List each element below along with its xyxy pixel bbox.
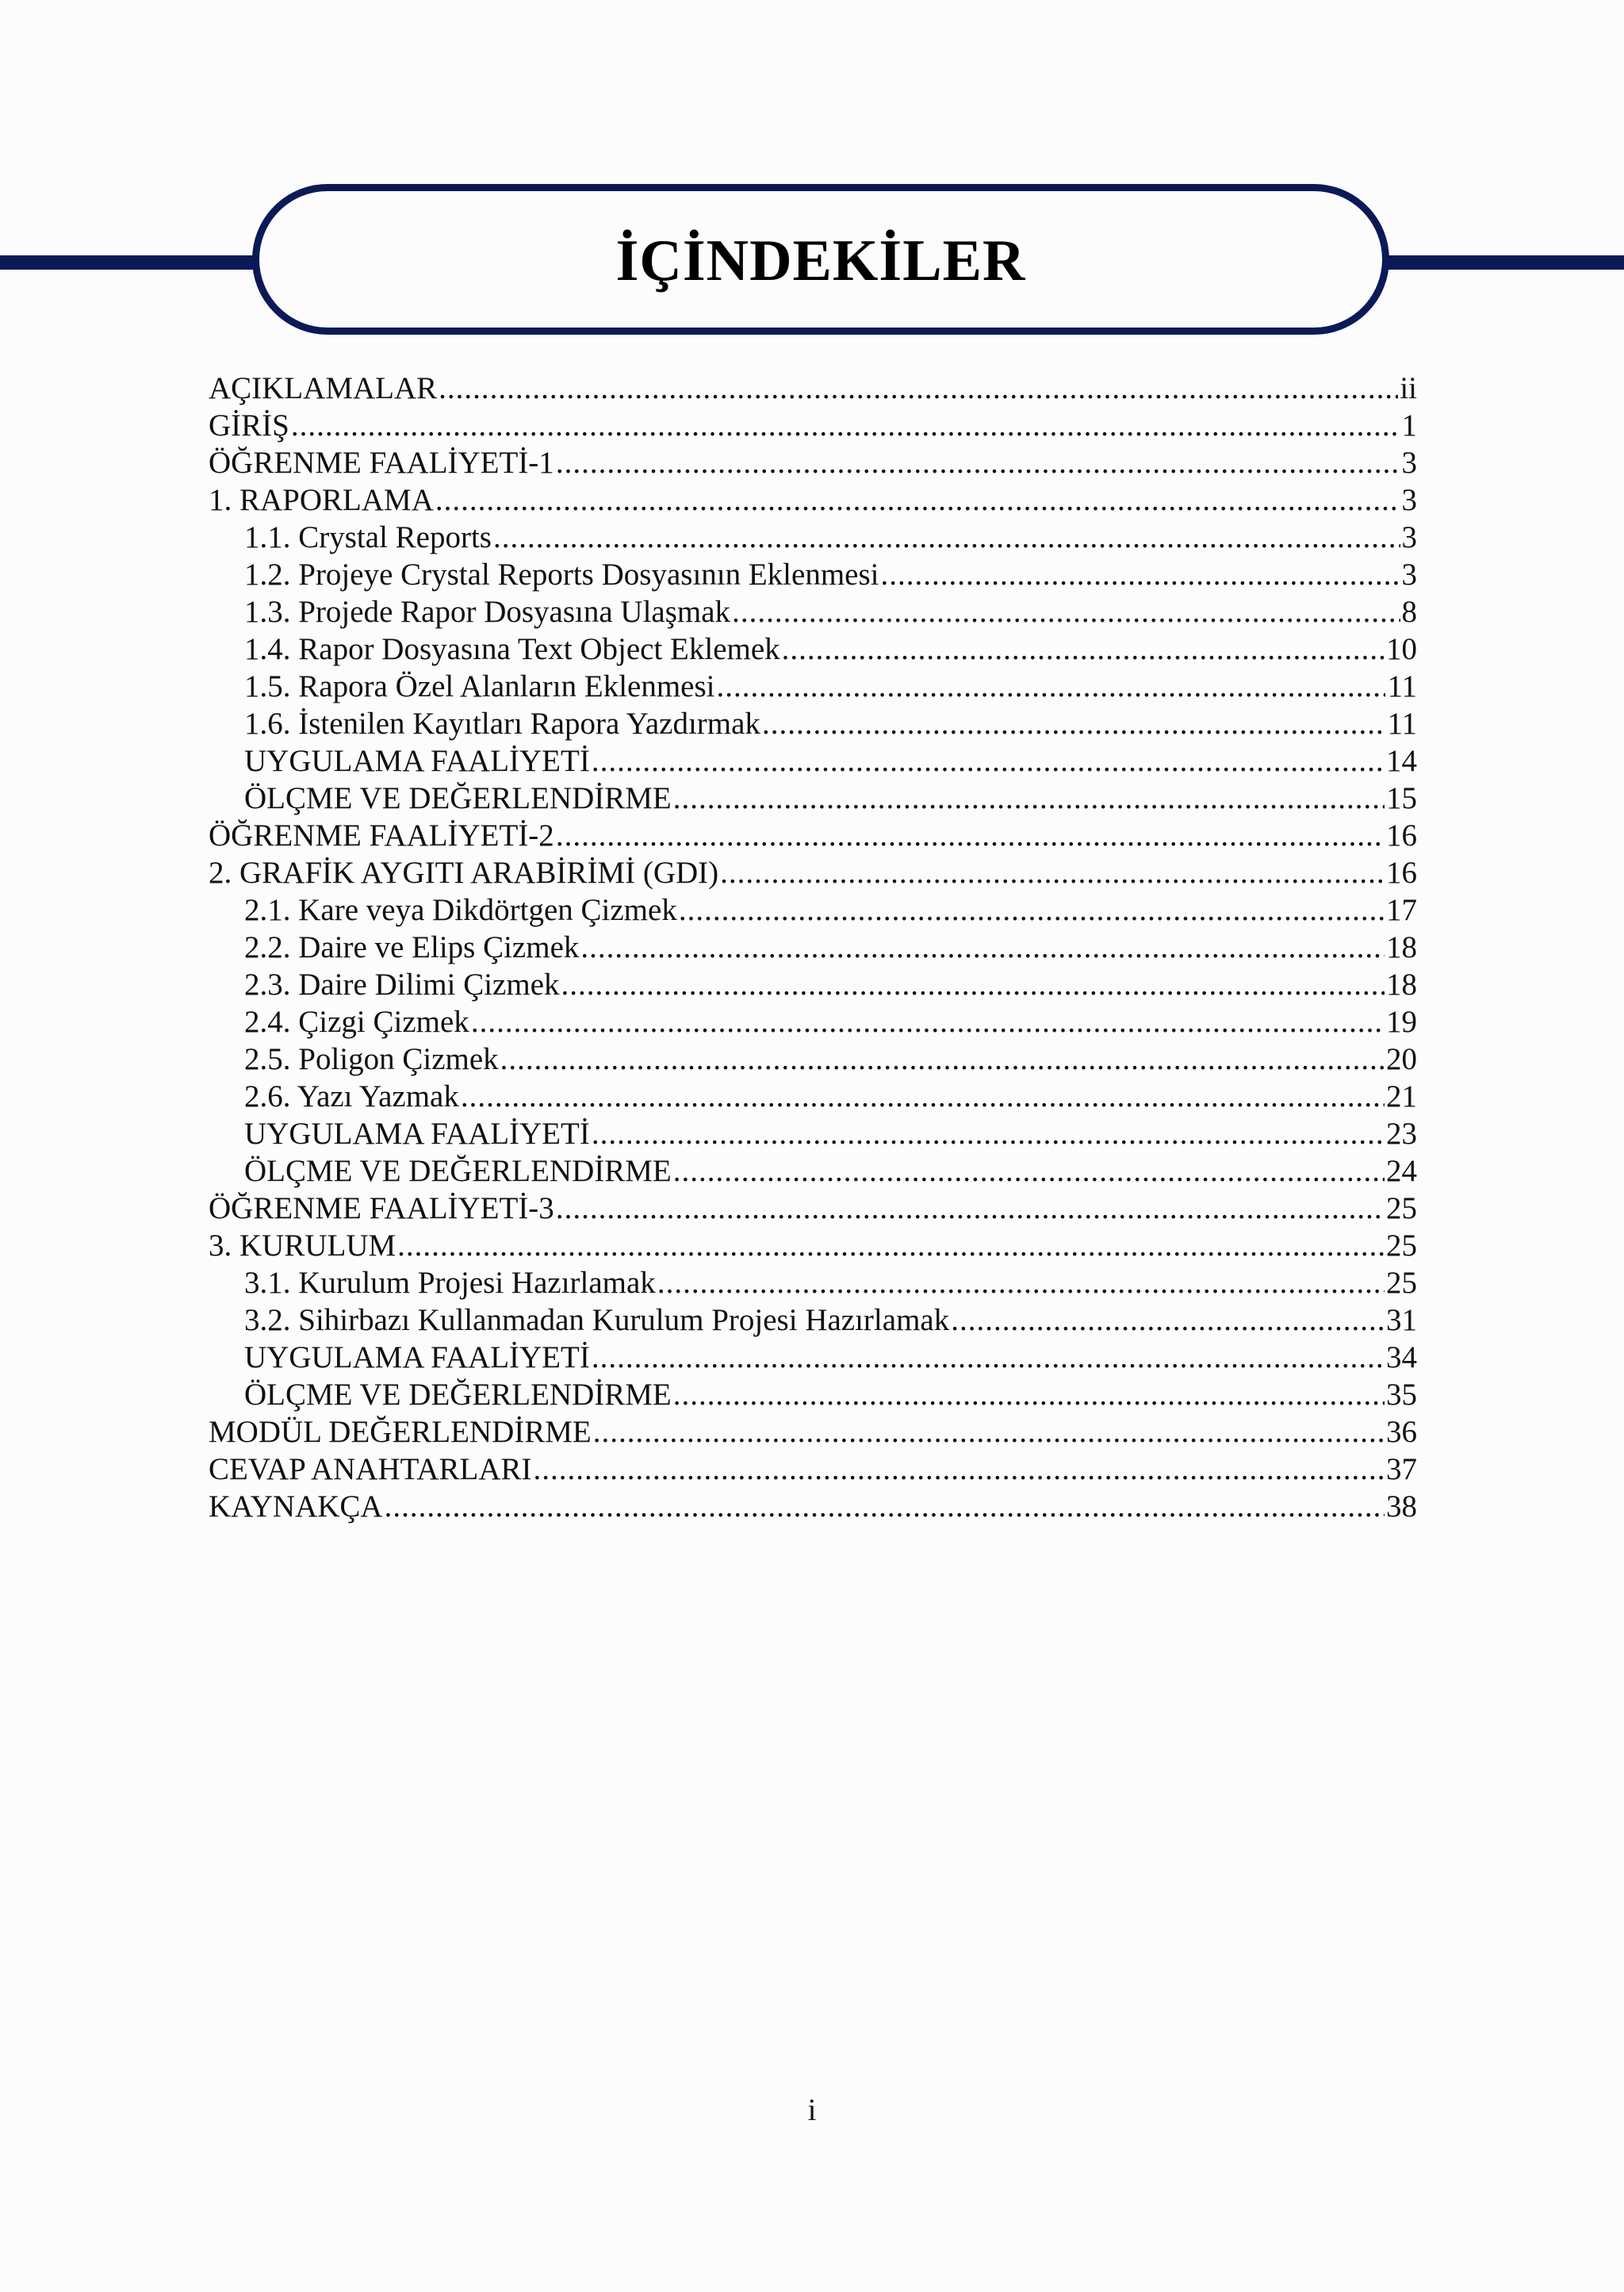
toc-entry[interactable]	[209, 742, 1417, 780]
toc-entry-label: ÖLÇME VE DEĞERLENDİRME	[244, 1378, 672, 1412]
toc-entry[interactable]	[209, 444, 1417, 481]
toc-leader-dots	[534, 1451, 1385, 1488]
toc-entry-page: 16	[1386, 818, 1417, 853]
toc-entry[interactable]	[209, 817, 1417, 854]
toc-entry-label: UYGULAMA FAALİYETİ	[244, 1117, 590, 1151]
toc-leader-dots	[717, 668, 1386, 705]
toc-leader-dots	[720, 854, 1385, 891]
toc-entry[interactable]	[209, 1264, 1417, 1301]
toc-leader-dots	[592, 742, 1385, 780]
toc-entry-page: 3	[1401, 520, 1417, 554]
toc-entry-label: ÖĞRENME FAALİYETİ-3	[209, 1191, 554, 1225]
toc-entry-page: 38	[1386, 1489, 1417, 1524]
toc-entry-page: 16	[1386, 856, 1417, 890]
toc-leader-dots	[556, 817, 1385, 854]
toc-entry-label: 2.6. Yazı Yazmak	[244, 1079, 459, 1113]
toc-leader-dots	[461, 1078, 1385, 1115]
toc-leader-dots	[435, 481, 1400, 519]
toc-leader-dots	[762, 705, 1386, 742]
toc-entry[interactable]	[209, 891, 1417, 929]
toc-leader-dots	[291, 407, 1400, 444]
toc-leader-dots	[471, 1003, 1385, 1041]
page-number: i	[807, 2093, 817, 2127]
toc-entry-label: 2.1. Kare veya Dikdörtgen Çizmek	[244, 893, 677, 927]
toc-leader-dots	[385, 1488, 1385, 1525]
toc-leader-dots	[500, 1041, 1385, 1078]
toc-leader-dots	[673, 780, 1385, 817]
toc-entry-label: 1.3. Projede Rapor Dosyasına Ulaşmak	[244, 595, 731, 629]
toc-entry-label: 1.4. Rapor Dosyasına Text Object Eklemek	[244, 632, 780, 666]
toc-entry-page: 17	[1386, 893, 1417, 927]
toc-entry[interactable]	[209, 1152, 1417, 1190]
toc-entry[interactable]	[209, 630, 1417, 668]
toc-entry[interactable]	[209, 1339, 1417, 1376]
toc-entry-page: 25	[1386, 1228, 1417, 1263]
toc-entry-label: GİRİŞ	[209, 408, 289, 443]
toc-entry-label: ÖĞRENME FAALİYETİ-2	[209, 818, 554, 853]
toc-leader-dots	[592, 1115, 1385, 1152]
toc-leader-dots	[679, 891, 1385, 929]
toc-entry-page: 20	[1386, 1042, 1417, 1076]
toc-entry-label: 1.2. Projeye Crystal Reports Dosyasının Eklenmesi	[244, 558, 879, 592]
toc-entry[interactable]	[209, 854, 1417, 891]
toc-entry-page: 31	[1386, 1303, 1417, 1337]
toc-entry-page: 25	[1386, 1191, 1417, 1225]
toc-entry-page: 3	[1401, 483, 1417, 517]
toc-entry-page: 36	[1386, 1415, 1417, 1449]
toc-entry-page: 25	[1386, 1266, 1417, 1300]
toc-entry[interactable]	[209, 593, 1417, 630]
toc-entry-label: AÇIKLAMALAR	[209, 371, 438, 405]
toc-entry-label: 2.5. Poligon Çizmek	[244, 1042, 499, 1076]
toc-entry-page: 34	[1386, 1340, 1417, 1374]
toc-entry-page: 11	[1387, 707, 1417, 741]
toc-entry[interactable]	[209, 519, 1417, 556]
toc-entry-page: 24	[1386, 1154, 1417, 1188]
toc-leader-dots	[881, 556, 1400, 593]
toc-entry-page: 18	[1386, 930, 1417, 964]
toc-entry-page: 3	[1401, 446, 1417, 480]
toc-entry[interactable]	[209, 1078, 1417, 1115]
toc-entry-page: 8	[1401, 595, 1417, 629]
toc-entry-page: 1	[1401, 408, 1417, 443]
toc-entry-label: UYGULAMA FAALİYETİ	[244, 1340, 590, 1374]
toc-entry-page: 35	[1386, 1378, 1417, 1412]
toc-entry-page: 11	[1387, 669, 1417, 703]
toc-leader-dots	[561, 966, 1385, 1003]
toc-entry-label: ÖLÇME VE DEĞERLENDİRME	[244, 1154, 672, 1188]
toc-entry-page: 23	[1386, 1117, 1417, 1151]
toc-entry-page: 3	[1401, 558, 1417, 592]
table-of-contents	[209, 370, 1417, 1525]
title-rule-right	[1380, 255, 1624, 270]
toc-entry[interactable]	[209, 407, 1417, 444]
toc-entry[interactable]	[209, 1451, 1417, 1488]
toc-entry[interactable]	[209, 1190, 1417, 1227]
toc-leader-dots	[593, 1413, 1385, 1451]
toc-entry[interactable]	[209, 481, 1417, 519]
toc-leader-dots	[397, 1227, 1385, 1264]
page-title: İÇİNDEKİLER	[615, 228, 1026, 293]
title-frame	[252, 184, 1389, 335]
toc-entry-label: UYGULAMA FAALİYETİ	[244, 744, 590, 778]
toc-entry[interactable]	[209, 1376, 1417, 1413]
toc-entry-page: 10	[1386, 632, 1417, 666]
toc-entry-label: 3. KURULUM	[209, 1228, 396, 1263]
toc-entry[interactable]	[209, 705, 1417, 742]
toc-entry[interactable]	[209, 966, 1417, 1003]
toc-entry-label: 2.4. Çizgi Çizmek	[244, 1005, 469, 1039]
toc-entry-label: 2. GRAFİK AYGITI ARABİRİMİ (GDI)	[209, 856, 719, 890]
toc-entry[interactable]	[209, 1301, 1417, 1339]
toc-entry-label: 2.3. Daire Dilimi Çizmek	[244, 968, 560, 1002]
toc-leader-dots	[657, 1264, 1385, 1301]
toc-entry-page: 37	[1386, 1452, 1417, 1486]
toc-entry[interactable]	[209, 556, 1417, 593]
toc-leader-dots	[732, 593, 1400, 630]
toc-entry[interactable]	[209, 780, 1417, 817]
toc-entry[interactable]	[209, 1227, 1417, 1264]
toc-leader-dots	[493, 519, 1400, 556]
toc-entry-label: CEVAP ANAHTARLARI	[209, 1452, 532, 1486]
toc-entry-page: 15	[1386, 781, 1417, 815]
toc-entry-label: ÖĞRENME FAALİYETİ-1	[209, 446, 554, 480]
toc-entry[interactable]	[209, 668, 1417, 705]
toc-entry-label: KAYNAKÇA	[209, 1489, 383, 1524]
toc-entry-label: 1.6. İstenilen Kayıtları Rapora Yazdırmak	[244, 707, 760, 741]
toc-entry-label: 1.1. Crystal Reports	[244, 520, 492, 554]
toc-entry[interactable]	[209, 1413, 1417, 1451]
title-rule-left	[0, 255, 262, 270]
toc-entry[interactable]	[209, 1115, 1417, 1152]
toc-entry-label: 1. RAPORLAMA	[209, 483, 434, 517]
toc-leader-dots	[951, 1301, 1385, 1339]
toc-entry-label: MODÜL DEĞERLENDİRME	[209, 1415, 592, 1449]
toc-entry-label: 1.5. Rapora Özel Alanların Eklenmesi	[244, 669, 715, 703]
toc-entry-page: 18	[1386, 968, 1417, 1002]
toc-entry-label: ÖLÇME VE DEĞERLENDİRME	[244, 781, 672, 815]
toc-entry[interactable]	[209, 1041, 1417, 1078]
toc-entry[interactable]	[209, 929, 1417, 966]
toc-entry-page: ii	[1400, 371, 1417, 405]
toc-leader-dots	[782, 630, 1385, 668]
toc-leader-dots	[556, 1190, 1385, 1227]
toc-entry-page: 19	[1386, 1005, 1417, 1039]
toc-entry[interactable]	[209, 370, 1417, 407]
toc-leader-dots	[592, 1339, 1385, 1376]
toc-leader-dots	[673, 1376, 1385, 1413]
toc-entry-label: 3.1. Kurulum Projesi Hazırlamak	[244, 1266, 656, 1300]
toc-entry[interactable]	[209, 1003, 1417, 1041]
toc-leader-dots	[580, 929, 1385, 966]
toc-entry-label: 2.2. Daire ve Elips Çizmek	[244, 930, 580, 964]
toc-leader-dots	[439, 370, 1398, 407]
toc-entry-label: 3.2. Sihirbazı Kullanmadan Kurulum Projesi Hazırlamak	[244, 1303, 950, 1337]
toc-entry-page: 14	[1386, 744, 1417, 778]
toc-leader-dots	[673, 1152, 1385, 1190]
toc-entry-page: 21	[1386, 1079, 1417, 1113]
toc-entry[interactable]	[209, 1488, 1417, 1525]
toc-leader-dots	[556, 444, 1400, 481]
